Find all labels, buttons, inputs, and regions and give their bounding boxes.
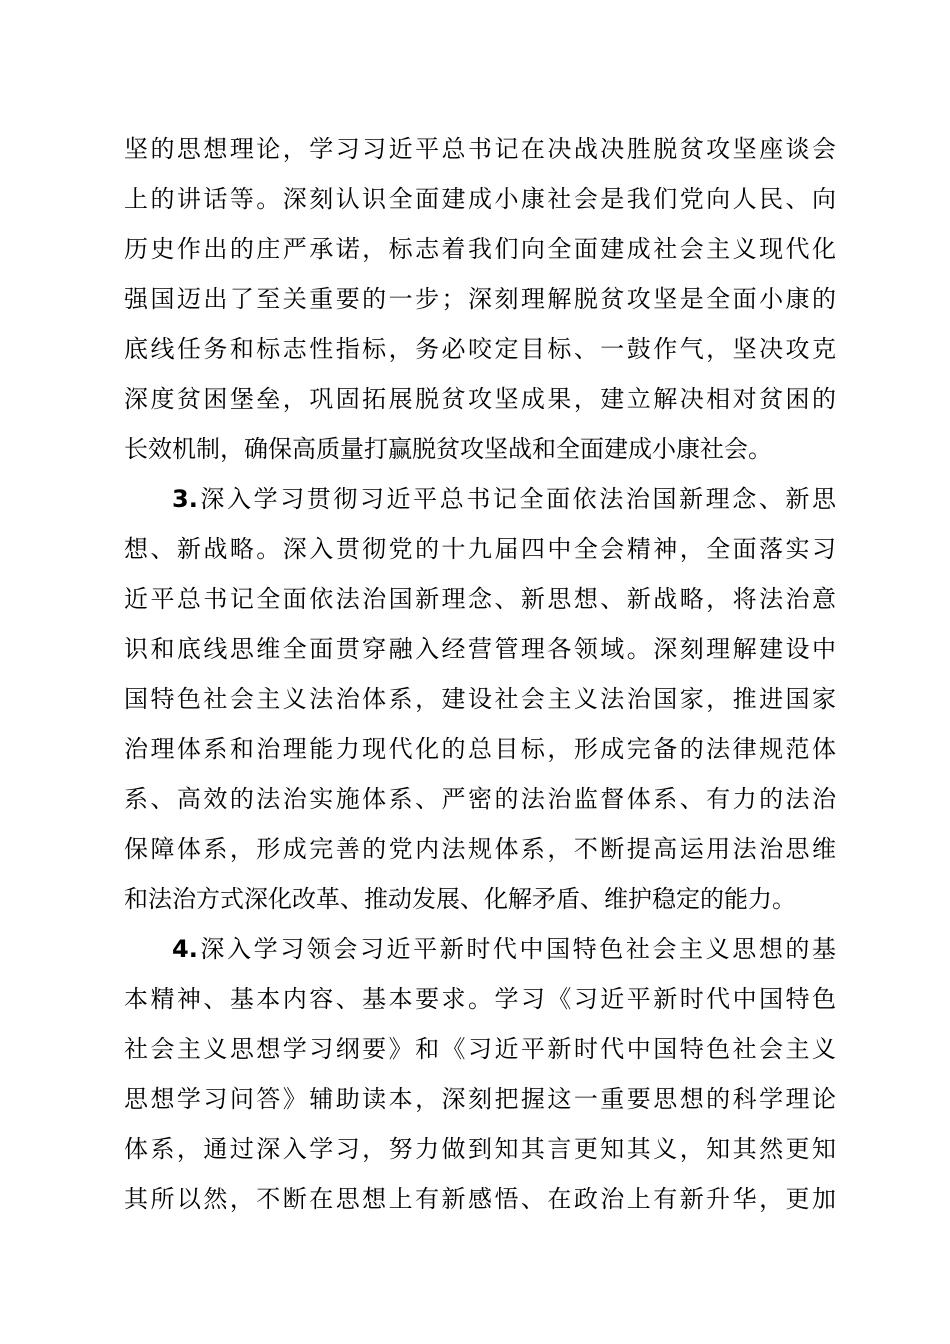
paragraph-3-line-5: 国特色社会主义法治体系，建设社会主义法治国家，推进国家: [124, 685, 836, 713]
paragraph-1-line-6: 深度贫困堡垒，巩固拓展脱贫攻坚成果，建立解决相对贫困的: [124, 385, 836, 413]
paragraph-4-line-2: 本精神、基本内容、基本要求。学习《习近平新时代中国特色: [124, 985, 836, 1013]
paragraph-3-line-6: 治理体系和治理能力现代化的总目标，形成完备的法律规范体: [124, 735, 836, 763]
paragraph-4-line-4: 思想学习问答》辅助读本，深刻把握这一重要思想的科学理论: [124, 1085, 836, 1113]
paragraph-4-first-line-text: 深入学习领会习近平新时代中国特色社会主义思想的基: [197, 935, 836, 963]
paragraph-3-line-9: 和法治方式深化改革、推动发展、化解矛盾、维护稳定的能力。: [124, 885, 796, 913]
paragraph-4-line-3: 社会主义思想学习纲要》和《习近平新时代中国特色社会主义: [124, 1035, 836, 1063]
paragraph-3-line-2: 想、新战略。深入贯彻党的十九届四中全会精神，全面落实习: [124, 535, 836, 563]
paragraph-4-line-6: 其所以然，不断在思想上有新感悟、在政治上有新升华，更加: [124, 1185, 836, 1213]
paragraph-4-first-line: [172, 932, 836, 966]
paragraph-4-number: 4.: [172, 935, 198, 963]
paragraph-1-line-1: 坚的思想理论，学习习近平总书记在决战决胜脱贫攻坚座谈会: [124, 135, 836, 163]
paragraph-1-line-7: 长效机制，确保高质量打赢脱贫攻坚战和全面建成小康社会。: [124, 435, 772, 463]
paragraph-1-line-4: 强国迈出了至关重要的一步；深刻理解脱贫攻坚是全面小康的: [124, 285, 836, 313]
paragraph-4-line-5: 体系，通过深入学习，努力做到知其言更知其义，知其然更知: [124, 1135, 836, 1163]
paragraph-3-line-4: 识和底线思维全面贯穿融入经营管理各领域。深刻理解建设中: [124, 635, 836, 663]
paragraph-3-line-7: 系、高效的法治实施体系、严密的法治监督体系、有力的法治: [124, 785, 836, 813]
paragraph-1-line-2: 上的讲话等。深刻认识全面建成小康社会是我们党向人民、向: [124, 185, 836, 213]
paragraph-1-line-5: 底线任务和标志性指标，务必咬定目标、一鼓作气，坚决攻克: [124, 335, 836, 363]
paragraph-3-first-line-text: 深入学习贯彻习近平总书记全面依法治国新理念、新思: [197, 485, 836, 513]
paragraph-3-line-8: 保障体系，形成完善的党内法规体系，不断提高运用法治思维: [124, 835, 836, 863]
paragraph-3-line-3: 近平总书记全面依法治国新理念、新思想、新战略，将法治意: [124, 585, 836, 613]
paragraph-3-number: 3.: [172, 485, 198, 513]
paragraph-1-line-3: 历史作出的庄严承诺，标志着我们向全面建成社会主义现代化: [124, 235, 836, 263]
paragraph-3-first-line: [172, 482, 836, 516]
